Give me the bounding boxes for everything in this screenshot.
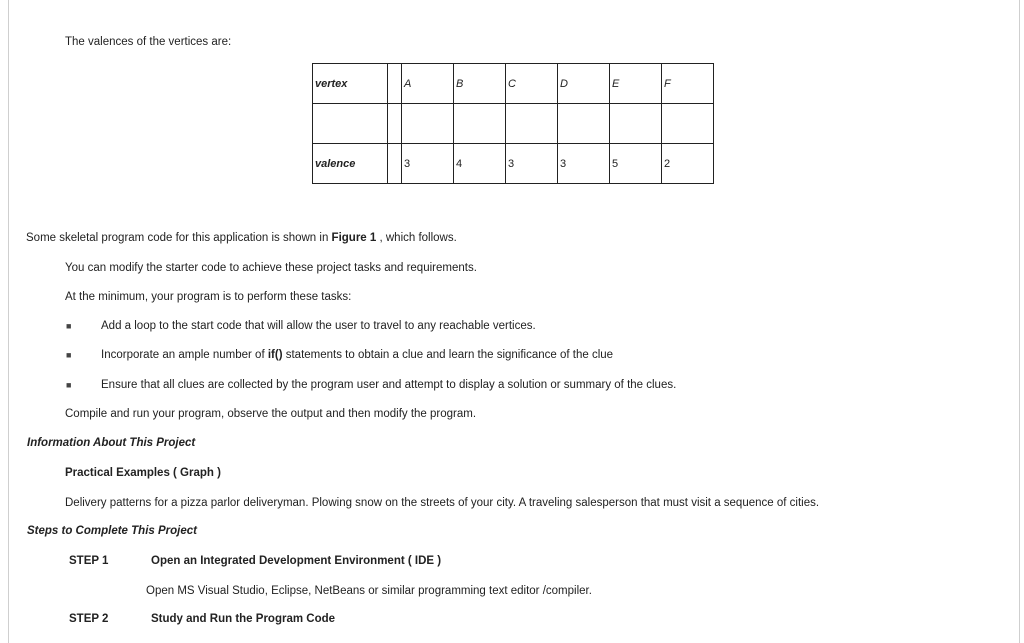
valence-cell: 3 — [506, 144, 558, 184]
valence-cell: 2 — [662, 144, 714, 184]
bullet-icon: ■ — [66, 380, 72, 390]
bullet-icon: ■ — [66, 321, 72, 331]
valence-cell: 3 — [402, 144, 454, 184]
steps-heading: Steps to Complete This Project — [27, 525, 197, 537]
practical-examples-text: Delivery patterns for a pizza parlor deliveryman. Plowing snow on the streets of your city. A traveling salesperson that must visit a sequence of cities. — [65, 497, 820, 509]
vertex-cell: B — [454, 64, 506, 104]
vertex-cell: A — [402, 64, 454, 104]
vertex-header-cell: vertex — [313, 64, 388, 104]
valences-intro: The valences of the vertices are: — [65, 36, 232, 48]
vertex-cell: D — [558, 64, 610, 104]
vertex-cell: E — [610, 64, 662, 104]
practical-heading: Practical Examples ( Graph ) — [65, 467, 221, 479]
step-2-label: STEP 2 — [69, 613, 109, 625]
step-1-description: Open MS Visual Studio, Eclipse, NetBeans or similar programming text editor /compiler. — [146, 585, 592, 597]
valence-cell: 3 — [558, 144, 610, 184]
valence-cell: 5 — [610, 144, 662, 184]
task-item: Incorporate an ample number of if() statements to obtain a clue and learn the significance of the clue — [101, 349, 614, 361]
vertex-cell: C — [506, 64, 558, 104]
valence-cell: 4 — [454, 144, 506, 184]
valence-table — [312, 63, 714, 184]
compile-paragraph: Compile and run your program, observe the output and then modify the program. — [65, 408, 477, 420]
task-item: Add a loop to the start code that will allow the user to travel to any reachable vertices. — [101, 320, 536, 332]
valence-header-cell: valence — [313, 144, 388, 184]
info-heading: Information About This Project — [27, 437, 196, 449]
vertex-cell: F — [662, 64, 714, 104]
step-2-title: Study and Run the Program Code — [151, 613, 336, 625]
minimum-paragraph: At the minimum, your program is to perform these tasks: — [65, 291, 352, 303]
document-page — [8, 0, 1020, 643]
bullet-icon: ■ — [66, 350, 72, 360]
modify-paragraph: You can modify the starter code to achieve these project tasks and requirements. — [65, 262, 477, 274]
step-1-label: STEP 1 — [69, 555, 109, 567]
table-row-valences — [313, 144, 714, 184]
step-1-title: Open an Integrated Development Environment ( IDE ) — [151, 555, 442, 567]
task-item: Ensure that all clues are collected by the program user and attempt to display a solution or summary of the clues. — [101, 379, 677, 391]
figure-reference: Figure 1 — [331, 232, 377, 244]
skeletal-code-paragraph: Some skeletal program code for this application is shown in Figure 1 , which follows. — [26, 232, 457, 244]
table-row-vertices — [313, 64, 714, 104]
table-row-empty — [313, 104, 714, 144]
